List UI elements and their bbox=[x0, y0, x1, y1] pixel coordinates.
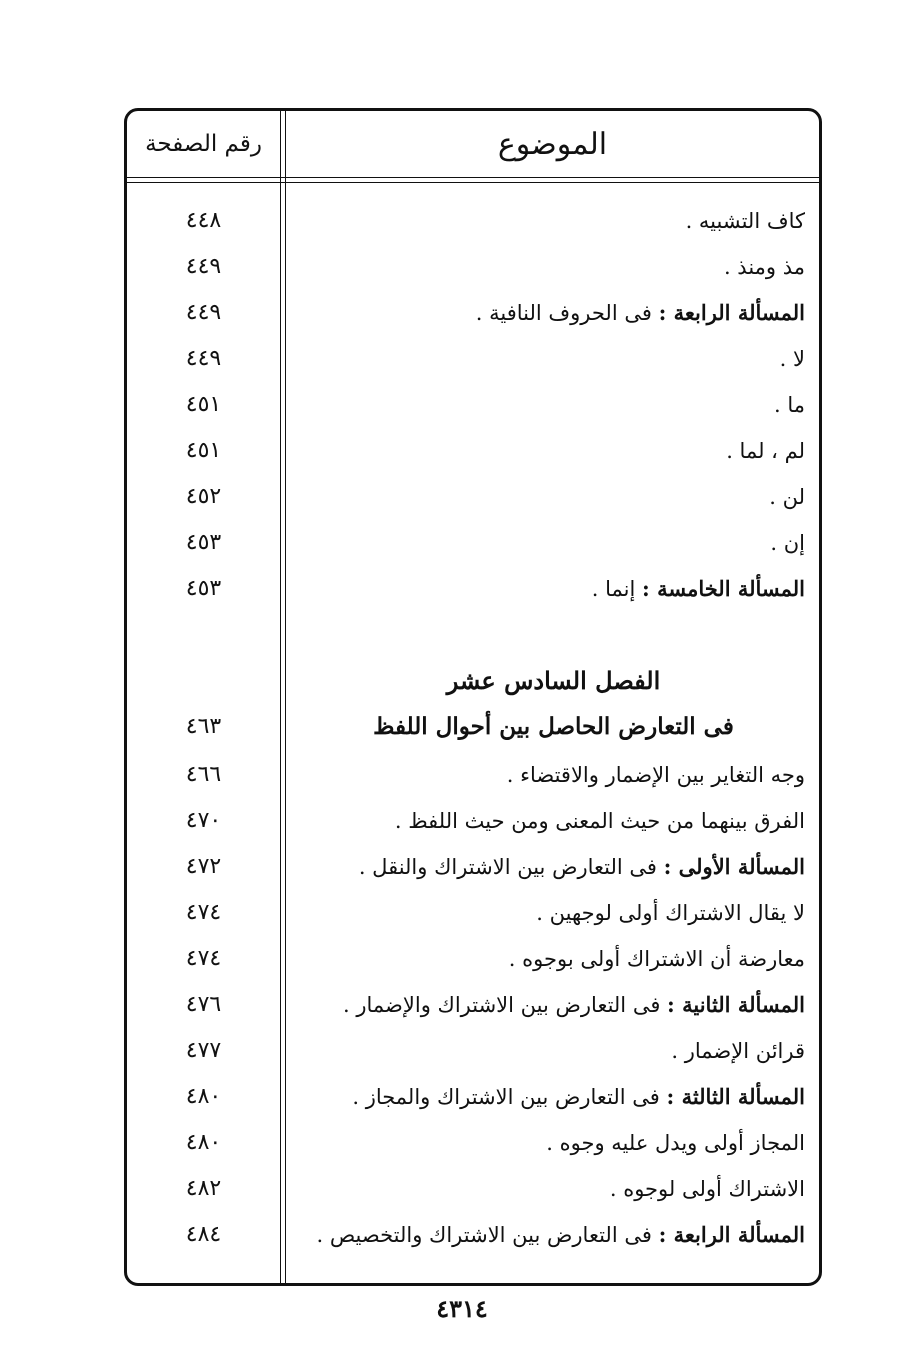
entry-page: ٤٤٩ bbox=[185, 299, 222, 325]
entry-page: ٤٥٣ bbox=[185, 529, 222, 555]
entry-text: معارضة أن الاشتراك أولى بوجوه . bbox=[508, 946, 805, 971]
entry-page: ٤٧٧ bbox=[185, 1037, 222, 1063]
chapter-title: الفصل السادس عشر bbox=[446, 665, 661, 695]
entry-subject bbox=[302, 1165, 805, 1211]
entry-page: ٤٥١ bbox=[185, 391, 222, 417]
entry-page: ٤٨٤ bbox=[185, 1221, 222, 1247]
table-row bbox=[127, 473, 819, 519]
entry-subject bbox=[302, 751, 805, 797]
entry-text: الاشتراك أولى لوجوه . bbox=[609, 1176, 805, 1201]
entry-text: فى التعارض بين الاشتراك والإضمار . bbox=[343, 992, 668, 1017]
entry-subject bbox=[302, 843, 805, 889]
table-row bbox=[127, 289, 819, 335]
entry-lead: المسألة الخامسة : bbox=[642, 575, 805, 601]
entry-lead: المسألة الثانية : bbox=[667, 991, 805, 1017]
entry-page: ٤٦٦ bbox=[185, 761, 222, 787]
entry-text: مذ ومنذ . bbox=[723, 254, 805, 279]
entry-page: ٤٤٩ bbox=[185, 345, 222, 371]
entry-page: ٤٧٠ bbox=[185, 807, 222, 833]
entry-page: ٤٧٢ bbox=[185, 853, 222, 879]
entry-page: ٤٥٣ bbox=[185, 575, 222, 601]
table-row bbox=[127, 1119, 819, 1165]
table-row bbox=[127, 197, 819, 243]
entry-subject bbox=[302, 473, 805, 519]
entry-text: قرائن الإضمار . bbox=[671, 1038, 805, 1063]
entry-text: الفرق بينهما من حيث المعنى ومن حيث اللفظ . bbox=[394, 808, 805, 833]
entry-subject bbox=[302, 1027, 805, 1073]
entry-page: ٤٧٤ bbox=[185, 945, 222, 971]
entry-subject bbox=[302, 797, 805, 843]
entry-page: ٤٥٢ bbox=[185, 483, 222, 509]
entry-text: كاف التشبيه . bbox=[685, 208, 805, 233]
entry-lead: المسألة الثالثة : bbox=[666, 1083, 805, 1109]
entry-subject bbox=[302, 981, 805, 1027]
table-row bbox=[127, 1027, 819, 1073]
entry-subject bbox=[302, 1119, 805, 1165]
table-row bbox=[127, 1073, 819, 1119]
entry-subject bbox=[302, 1211, 805, 1257]
entry-text: المجاز أولى ويدل عليه وجوه . bbox=[546, 1130, 805, 1155]
table-row bbox=[127, 935, 819, 981]
entry-text: لا . bbox=[779, 346, 805, 371]
entry-subject bbox=[302, 197, 805, 243]
entry-lead: المسألة الرابعة : bbox=[658, 299, 805, 325]
entry-lead: المسألة الأولى : bbox=[663, 853, 805, 879]
table-row bbox=[127, 981, 819, 1027]
entry-page: ٤٨٢ bbox=[185, 1175, 222, 1201]
chapter-title-row bbox=[127, 657, 819, 703]
table-row bbox=[127, 381, 819, 427]
page-number: ٤٣١٤ bbox=[436, 1294, 488, 1323]
entry-subject bbox=[302, 335, 805, 381]
entry-subject bbox=[302, 889, 805, 935]
entry-lead: المسألة الرابعة : bbox=[658, 1221, 805, 1247]
entry-text: لن . bbox=[769, 484, 805, 509]
table-row bbox=[127, 889, 819, 935]
table-row bbox=[127, 335, 819, 381]
entry-page: ٤٦٣ bbox=[185, 713, 222, 739]
entry-subject bbox=[302, 289, 805, 335]
chapter-subtitle: فى التعارض الحاصل بين أحوال اللفظ bbox=[373, 712, 734, 740]
table-row bbox=[127, 751, 819, 797]
subject-column-header: الموضوع bbox=[497, 126, 608, 162]
chapter-subtitle-row bbox=[127, 703, 819, 749]
table-row bbox=[127, 797, 819, 843]
entry-text: لا يقال الاشتراك أولى لوجهين . bbox=[536, 900, 805, 925]
page-column-header: رقم الصفحة bbox=[145, 131, 262, 157]
entry-subject bbox=[302, 935, 805, 981]
entry-text: فى التعارض بين الاشتراك والنقل . bbox=[358, 854, 664, 879]
entry-page: ٤٤٨ bbox=[185, 207, 222, 233]
table-row bbox=[127, 243, 819, 289]
entry-subject bbox=[302, 565, 805, 611]
header-rule bbox=[127, 177, 819, 183]
entry-subject bbox=[302, 381, 805, 427]
entry-subject bbox=[302, 1073, 805, 1119]
entry-text: إنما . bbox=[591, 576, 643, 601]
entry-text: وجه التغاير بين الإضمار والاقتضاء . bbox=[506, 762, 805, 787]
table-row bbox=[127, 1165, 819, 1211]
table-row bbox=[127, 1211, 819, 1257]
entry-text: لم ، لما . bbox=[726, 438, 805, 463]
table-row bbox=[127, 519, 819, 565]
entry-text: ما . bbox=[774, 392, 805, 417]
entry-page: ٤٧٤ bbox=[185, 899, 222, 925]
entry-page: ٤٤٩ bbox=[185, 253, 222, 279]
table-row bbox=[127, 565, 819, 611]
entry-text: فى التعارض بين الاشتراك والتخصيص . bbox=[316, 1222, 659, 1247]
entry-page: ٤٥١ bbox=[185, 437, 222, 463]
entry-text: فى التعارض بين الاشتراك والمجاز . bbox=[352, 1084, 667, 1109]
contents-table bbox=[124, 108, 822, 1286]
entry-subject bbox=[302, 427, 805, 473]
table-row bbox=[127, 843, 819, 889]
entry-page: ٤٧٦ bbox=[185, 991, 222, 1017]
entry-subject bbox=[302, 519, 805, 565]
entry-text: إن . bbox=[770, 530, 805, 555]
entry-text: فى الحروف النافية . bbox=[475, 300, 659, 325]
entry-page: ٤٨٠ bbox=[185, 1083, 222, 1109]
table-row bbox=[127, 427, 819, 473]
entry-page: ٤٨٠ bbox=[185, 1129, 222, 1155]
entry-subject bbox=[302, 243, 805, 289]
